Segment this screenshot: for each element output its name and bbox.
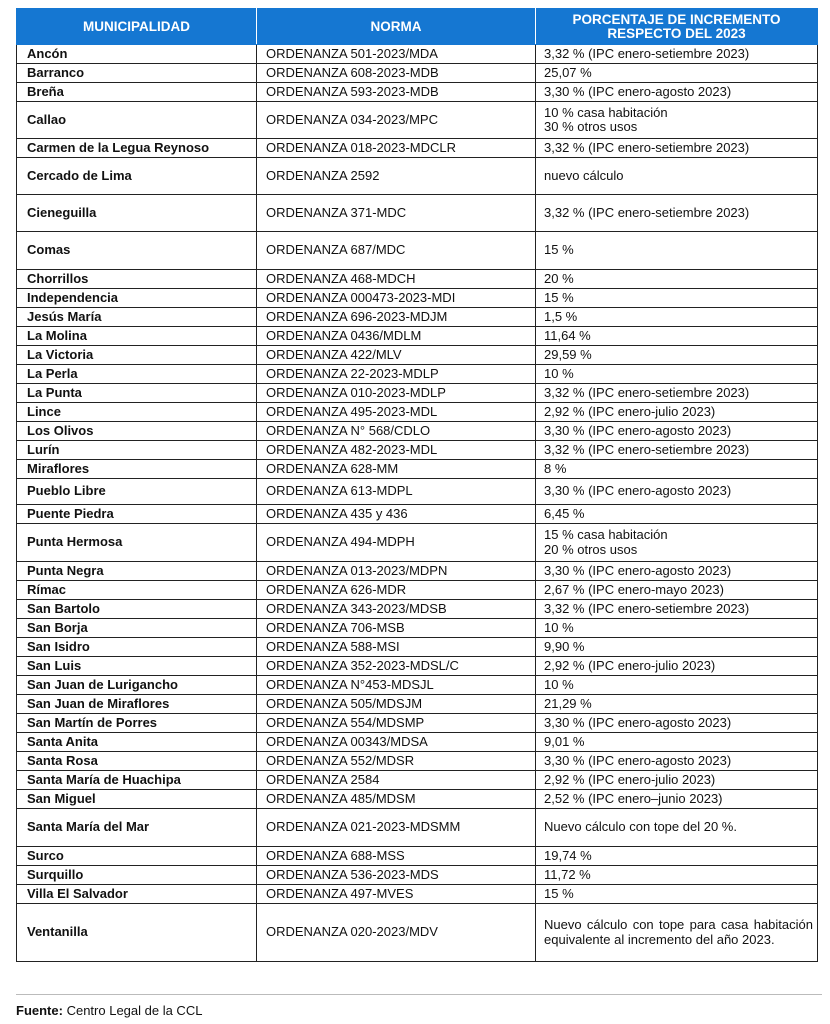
municipality-cell: Puente Piedra: [17, 505, 257, 524]
municipality-cell: Santa Anita: [17, 733, 257, 752]
municipality-cell: Callao: [17, 102, 257, 139]
percentage-cell: 1,5 %: [536, 308, 818, 327]
municipality-cell: La Punta: [17, 384, 257, 403]
table-row: [17, 771, 818, 790]
percentage-cell: 3,32 % (IPC enero-setiembre 2023): [536, 384, 818, 403]
table-row: [17, 752, 818, 771]
table-row: [17, 809, 818, 847]
percentage-cell: 9,01 %: [536, 733, 818, 752]
percentage-cell: 21,29 %: [536, 695, 818, 714]
municipality-cell: Santa Rosa: [17, 752, 257, 771]
percentage-cell: 3,32 % (IPC enero-setiembre 2023): [536, 45, 818, 64]
table-row: [17, 676, 818, 695]
percentage-cell: 9,90 %: [536, 638, 818, 657]
norm-cell: ORDENANZA 2584: [257, 771, 536, 790]
table-row: [17, 866, 818, 885]
norm-cell: ORDENANZA 687/MDC: [257, 232, 536, 270]
norm-cell: ORDENANZA 422/MLV: [257, 346, 536, 365]
norm-cell: ORDENANZA 501-2023/MDA: [257, 45, 536, 64]
table-row: [17, 365, 818, 384]
header-porcentaje: PORCENTAJE DE INCREMENTO RESPECTO DEL 2023: [536, 9, 818, 45]
municipality-cell: Surco: [17, 847, 257, 866]
norm-cell: ORDENANZA 626-MDR: [257, 581, 536, 600]
municipality-cell: La Molina: [17, 327, 257, 346]
norm-cell: ORDENANZA 021-2023-MDSMM: [257, 809, 536, 847]
municipality-cell: San Luis: [17, 657, 257, 676]
percentage-cell: 11,72 %: [536, 866, 818, 885]
municipality-cell: Independencia: [17, 289, 257, 308]
municipality-cell: La Perla: [17, 365, 257, 384]
norm-cell: ORDENANZA 2592: [257, 158, 536, 195]
norm-cell: ORDENANZA 343-2023/MDSB: [257, 600, 536, 619]
municipality-cell: San Juan de Lurigancho: [17, 676, 257, 695]
norm-cell: ORDENANZA 034-2023/MPC: [257, 102, 536, 139]
municipality-cell: Punta Hermosa: [17, 524, 257, 562]
table-row: [17, 562, 818, 581]
percentage-cell: 10 %: [536, 676, 818, 695]
norm-cell: ORDENANZA 554/MDSMP: [257, 714, 536, 733]
municipality-cell: San Juan de Miraflores: [17, 695, 257, 714]
percentage-cell: 10 % casa habitación 30 % otros usos: [536, 102, 818, 139]
percentage-cell: 3,32 % (IPC enero-setiembre 2023): [536, 195, 818, 232]
table-row: [17, 714, 818, 733]
percentage-cell: 25,07 %: [536, 64, 818, 83]
norm-cell: ORDENANZA N°453-MDSJL: [257, 676, 536, 695]
norm-cell: ORDENANZA 435 y 436: [257, 505, 536, 524]
percentage-cell: 3,30 % (IPC enero-agosto 2023): [536, 714, 818, 733]
norm-cell: ORDENANZA 588-MSI: [257, 638, 536, 657]
norm-cell: ORDENANZA 018-2023-MDCLR: [257, 139, 536, 158]
norm-cell: ORDENANZA 494-MDPH: [257, 524, 536, 562]
table-row: [17, 102, 818, 139]
percentage-cell: 3,32 % (IPC enero-setiembre 2023): [536, 600, 818, 619]
municipality-cell: Barranco: [17, 64, 257, 83]
percentage-cell: 3,30 % (IPC enero-agosto 2023): [536, 83, 818, 102]
norm-cell: ORDENANZA 0436/MDLM: [257, 327, 536, 346]
municipality-cell: Santa María de Huachipa: [17, 771, 257, 790]
municipality-cell: San Borja: [17, 619, 257, 638]
municipality-cell: Surquillo: [17, 866, 257, 885]
norm-cell: ORDENANZA 552/MDSR: [257, 752, 536, 771]
municipality-cell: Santa María del Mar: [17, 809, 257, 847]
table-row: [17, 270, 818, 289]
table-row: [17, 790, 818, 809]
percentage-cell: 15 %: [536, 289, 818, 308]
percentage-cell: 29,59 %: [536, 346, 818, 365]
municipality-cell: Lince: [17, 403, 257, 422]
percentage-cell: 3,30 % (IPC enero-agosto 2023): [536, 752, 818, 771]
municipality-cell: Villa El Salvador: [17, 885, 257, 904]
municipality-cell: Breña: [17, 83, 257, 102]
municipality-cell: Lurín: [17, 441, 257, 460]
table-row: [17, 195, 818, 232]
norm-cell: ORDENANZA 613-MDPL: [257, 479, 536, 505]
table-row: [17, 524, 818, 562]
percentage-cell: 19,74 %: [536, 847, 818, 866]
norm-cell: ORDENANZA 628-MM: [257, 460, 536, 479]
table-row: [17, 847, 818, 866]
table-row: [17, 460, 818, 479]
percentage-cell: 2,67 % (IPC enero-mayo 2023): [536, 581, 818, 600]
municipality-cell: San Isidro: [17, 638, 257, 657]
header-norma: NORMA: [257, 9, 536, 45]
table-row: [17, 885, 818, 904]
footer-divider: [16, 994, 822, 995]
ordinances-table: [16, 8, 818, 962]
municipality-cell: Cieneguilla: [17, 195, 257, 232]
norm-cell: ORDENANZA 608-2023-MDB: [257, 64, 536, 83]
percentage-cell: 3,30 % (IPC enero-agosto 2023): [536, 562, 818, 581]
table-row: [17, 904, 818, 962]
norm-cell: ORDENANZA 22-2023-MDLP: [257, 365, 536, 384]
source-label: Fuente:: [16, 1003, 63, 1018]
municipality-cell: Jesús María: [17, 308, 257, 327]
table-row: [17, 505, 818, 524]
norm-cell: ORDENANZA 00343/MDSA: [257, 733, 536, 752]
percentage-cell: 3,30 % (IPC enero-agosto 2023): [536, 422, 818, 441]
norm-cell: ORDENANZA 013-2023/MDPN: [257, 562, 536, 581]
table-row: [17, 64, 818, 83]
table-row: [17, 441, 818, 460]
table-row: [17, 657, 818, 676]
percentage-cell: 15 % casa habitación 20 % otros usos: [536, 524, 818, 562]
municipality-cell: San Miguel: [17, 790, 257, 809]
municipality-cell: Rímac: [17, 581, 257, 600]
percentage-cell: 3,32 % (IPC enero-setiembre 2023): [536, 139, 818, 158]
municipality-cell: Comas: [17, 232, 257, 270]
percentage-cell: 2,52 % (IPC enero–junio 2023): [536, 790, 818, 809]
municipality-cell: Ancón: [17, 45, 257, 64]
norm-cell: ORDENANZA 010-2023-MDLP: [257, 384, 536, 403]
percentage-cell: 6,45 %: [536, 505, 818, 524]
table-row: [17, 384, 818, 403]
municipality-cell: Cercado de Lima: [17, 158, 257, 195]
norm-cell: ORDENANZA 482-2023-MDL: [257, 441, 536, 460]
table-row: [17, 638, 818, 657]
norm-cell: ORDENANZA N° 568/CDLO: [257, 422, 536, 441]
norm-cell: ORDENANZA 485/MDSM: [257, 790, 536, 809]
source-text: Centro Legal de la CCL: [66, 1003, 203, 1018]
percentage-cell: 2,92 % (IPC enero-julio 2023): [536, 771, 818, 790]
percentage-cell: Nuevo cálculo con tope del 20 %.: [536, 809, 818, 847]
norm-cell: ORDENANZA 497-MVES: [257, 885, 536, 904]
table-row: [17, 232, 818, 270]
percentage-cell: 3,30 % (IPC enero-agosto 2023): [536, 479, 818, 505]
percentage-cell: 11,64 %: [536, 327, 818, 346]
table-row: [17, 733, 818, 752]
header-municipalidad: MUNICIPALIDAD: [17, 9, 257, 45]
norm-cell: ORDENANZA 371-MDC: [257, 195, 536, 232]
norm-cell: ORDENANZA 696-2023-MDJM: [257, 308, 536, 327]
norm-cell: ORDENANZA 536-2023-MDS: [257, 866, 536, 885]
norm-cell: ORDENANZA 495-2023-MDL: [257, 403, 536, 422]
source-note: [16, 1003, 202, 1018]
percentage-cell: 15 %: [536, 232, 818, 270]
municipality-cell: San Martín de Porres: [17, 714, 257, 733]
norm-cell: ORDENANZA 000473-2023-MDI: [257, 289, 536, 308]
table-row: [17, 308, 818, 327]
norm-cell: ORDENANZA 688-MSS: [257, 847, 536, 866]
percentage-cell: 2,92 % (IPC enero-julio 2023): [536, 657, 818, 676]
percentage-cell: 2,92 % (IPC enero-julio 2023): [536, 403, 818, 422]
municipality-cell: Pueblo Libre: [17, 479, 257, 505]
percentage-cell: 20 %: [536, 270, 818, 289]
table-row: [17, 139, 818, 158]
table-row: [17, 158, 818, 195]
municipality-cell: Miraflores: [17, 460, 257, 479]
municipality-cell: La Victoria: [17, 346, 257, 365]
table-row: [17, 581, 818, 600]
norm-cell: ORDENANZA 352-2023-MDSL/C: [257, 657, 536, 676]
norm-cell: ORDENANZA 020-2023/MDV: [257, 904, 536, 962]
percentage-cell: 3,32 % (IPC enero-setiembre 2023): [536, 441, 818, 460]
table-row: [17, 289, 818, 308]
table-row: [17, 479, 818, 505]
municipality-cell: Ventanilla: [17, 904, 257, 962]
municipality-cell: Carmen de la Legua Reynoso: [17, 139, 257, 158]
norm-cell: ORDENANZA 593-2023-MDB: [257, 83, 536, 102]
table-row: [17, 83, 818, 102]
percentage-cell: nuevo cálculo: [536, 158, 818, 195]
percentage-cell: 15 %: [536, 885, 818, 904]
norm-cell: ORDENANZA 706-MSB: [257, 619, 536, 638]
table-row: [17, 422, 818, 441]
table-row: [17, 327, 818, 346]
municipality-cell: Punta Negra: [17, 562, 257, 581]
table-row: [17, 403, 818, 422]
table-row: [17, 45, 818, 64]
table-row: [17, 600, 818, 619]
municipality-cell: Los Olivos: [17, 422, 257, 441]
table-row: [17, 346, 818, 365]
table-header-row: [17, 9, 818, 45]
municipality-cell: Chorrillos: [17, 270, 257, 289]
percentage-cell: 10 %: [536, 619, 818, 638]
norm-cell: ORDENANZA 505/MDSJM: [257, 695, 536, 714]
percentage-cell: 10 %: [536, 365, 818, 384]
percentage-cell: Nuevo cálculo con tope para casa habitación equivalente al incremento del año 2023.: [536, 904, 818, 962]
table-row: [17, 695, 818, 714]
percentage-cell: 8 %: [536, 460, 818, 479]
municipality-cell: San Bartolo: [17, 600, 257, 619]
table-row: [17, 619, 818, 638]
norm-cell: ORDENANZA 468-MDCH: [257, 270, 536, 289]
